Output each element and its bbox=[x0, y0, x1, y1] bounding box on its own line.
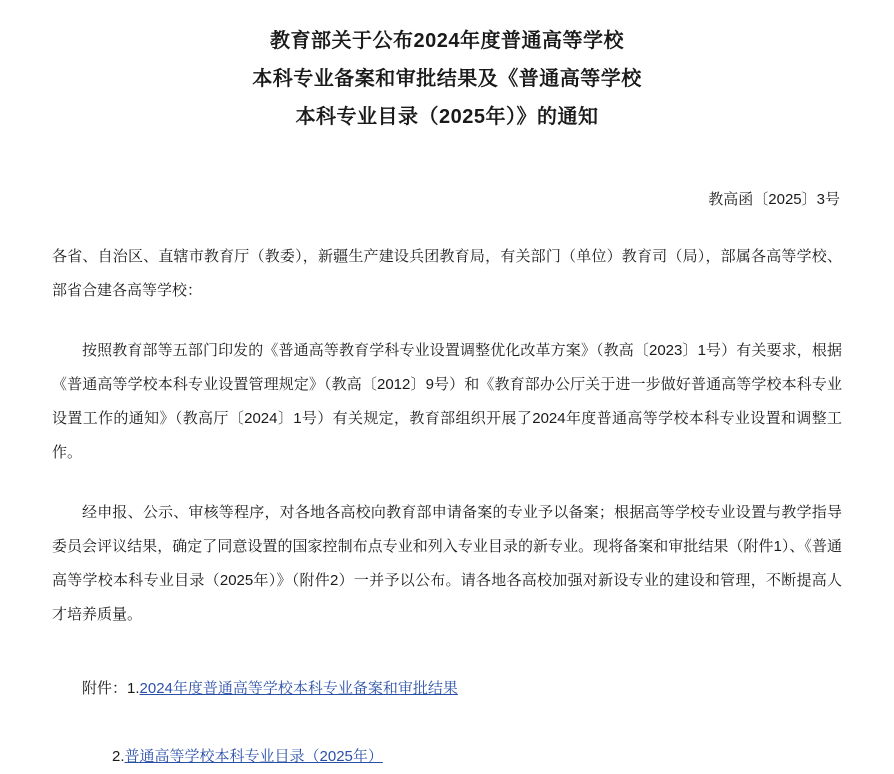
document-number: 教高函〔2025〕3号 bbox=[708, 191, 840, 208]
title-line-3: 本科专业目录（2025年）》的通知 bbox=[295, 106, 599, 128]
attachment-row-2 bbox=[52, 740, 842, 774]
attachment-row-1 bbox=[52, 672, 842, 706]
attachment-link-1[interactable]: 2024年度普通高等学校本科专业备案和审批结果 bbox=[139, 680, 458, 697]
body-paragraph-2: 经申报、公示、审核等程序，对各地各高校向教育部申请备案的专业予以备案；根据高等学校专业设置与教学指导委员会评议结果，确定了同意设置的国家控制布点专业和列入专业目录的新专业。现将备案和审批结果（附件1）、《普通高等学校本科专业目录（2025年）》（附件2）一并予以公布。请各地各高校加强对新设专业的建设和管理，不断提高人才培养质量。 bbox=[52, 504, 842, 623]
attachment-link-2[interactable]: 普通高等学校本科专业目录（2025年） bbox=[124, 748, 383, 765]
title-line-2: 本科专业备案和审批结果及《普通高等学校 bbox=[252, 68, 642, 90]
title-line-1: 教育部关于公布2024年度普通高等学校 bbox=[270, 30, 624, 52]
attachments-section bbox=[52, 672, 842, 774]
attachment-index-2: 2. bbox=[112, 748, 125, 765]
page-title bbox=[52, 0, 842, 136]
body-paragraph-1: 按照教育部等五部门印发的《普通高等教育学科专业设置调整优化改革方案》（教高〔2023〕1号）有关要求，根据《普通高等学校本科专业设置管理规定》（教高〔2012〕9号）和《教育部办公厅关于进一步做好普通高等学校本科专业设置工作的通知》（教高厅〔2024〕1号）有关规定，教育部组织开展了2024年度普通高等学校本科专业设置和调整工作。 bbox=[52, 342, 842, 461]
attachment-index-1: 1. bbox=[127, 680, 140, 697]
attachments-label: 附件： bbox=[82, 680, 128, 697]
recipient-paragraph: 各省、自治区、直辖市教育厅（教委），新疆生产建设兵团教育局，有关部门（单位）教育司（局），部属各高等学校、部省合建各高等学校： bbox=[52, 248, 842, 299]
